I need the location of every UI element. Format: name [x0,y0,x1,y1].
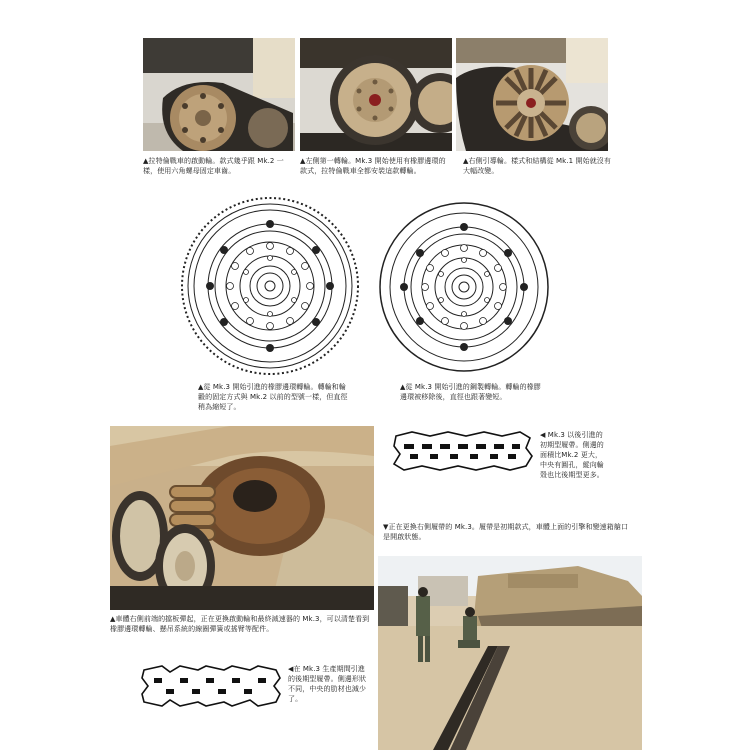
drawing-track-early [390,426,536,478]
drawing-rubber-rim-wheel [180,196,360,376]
caption-track-early: ◀ Mk.3 以後引進的初期型履帶。側邊的面積比Mk.2 更大，中央有圓孔，縱向輪殼也比後期型更多。 [540,431,604,479]
photo-idler [456,38,608,151]
caption-idler: ▲右側引導輪。樣式和結構從 Mk.1 開始就沒有大幅改變。 [463,157,612,175]
caption-road-wheel: ▲左側第一轉輪。Mk.3 開始使用有橡膠邊環的款式，拉特倫戰車全都安裝這款轉輪。 [300,157,446,175]
caption-suspension: ▲車體右側前端的擋板彈起，正在更換啟動輪和最終減速器的 Mk.3，可以清楚看到橡膠邊環轉輪、懸吊系統的線圈彈簧或搖臂等配件。 [110,615,370,633]
drawing-steel-wheel [378,201,550,373]
drawing-track-late [140,662,282,710]
caption-track-late: ◀在 Mk.3 生產期間引進的後期型履帶。側邊形狀不同，中央的肋材也減少了。 [288,665,367,703]
caption-drive-wheel: ▲拉特倫戰車的啟動輪。款式幾乎跟 Mk.2 一樣，使用六角螺母固定車齒。 [143,157,284,175]
caption-track-change: ▼正在更換右側履帶的 Mk.3。履帶是初期款式，車體上面的引擎和變速箱艙口是開啟狀態。 [383,523,629,541]
photo-track-change [378,556,642,750]
caption-steel-wheel: ▲從 Mk.3 開始引進的鋼製轉輪。轉輪的橡膠邊環被移除後，直徑也跟著變短。 [400,383,541,401]
photo-road-wheel [300,38,452,151]
photo-suspension [110,426,374,610]
caption-rubber-rim-wheel: ▲從 Mk.3 開始引進的橡膠邊環轉輪。轉輪和輪轂的固定方式與 Mk.2 以前的型號一樣，但直徑稍為縮短了。 [198,383,348,411]
photo-drive-wheel [143,38,295,151]
